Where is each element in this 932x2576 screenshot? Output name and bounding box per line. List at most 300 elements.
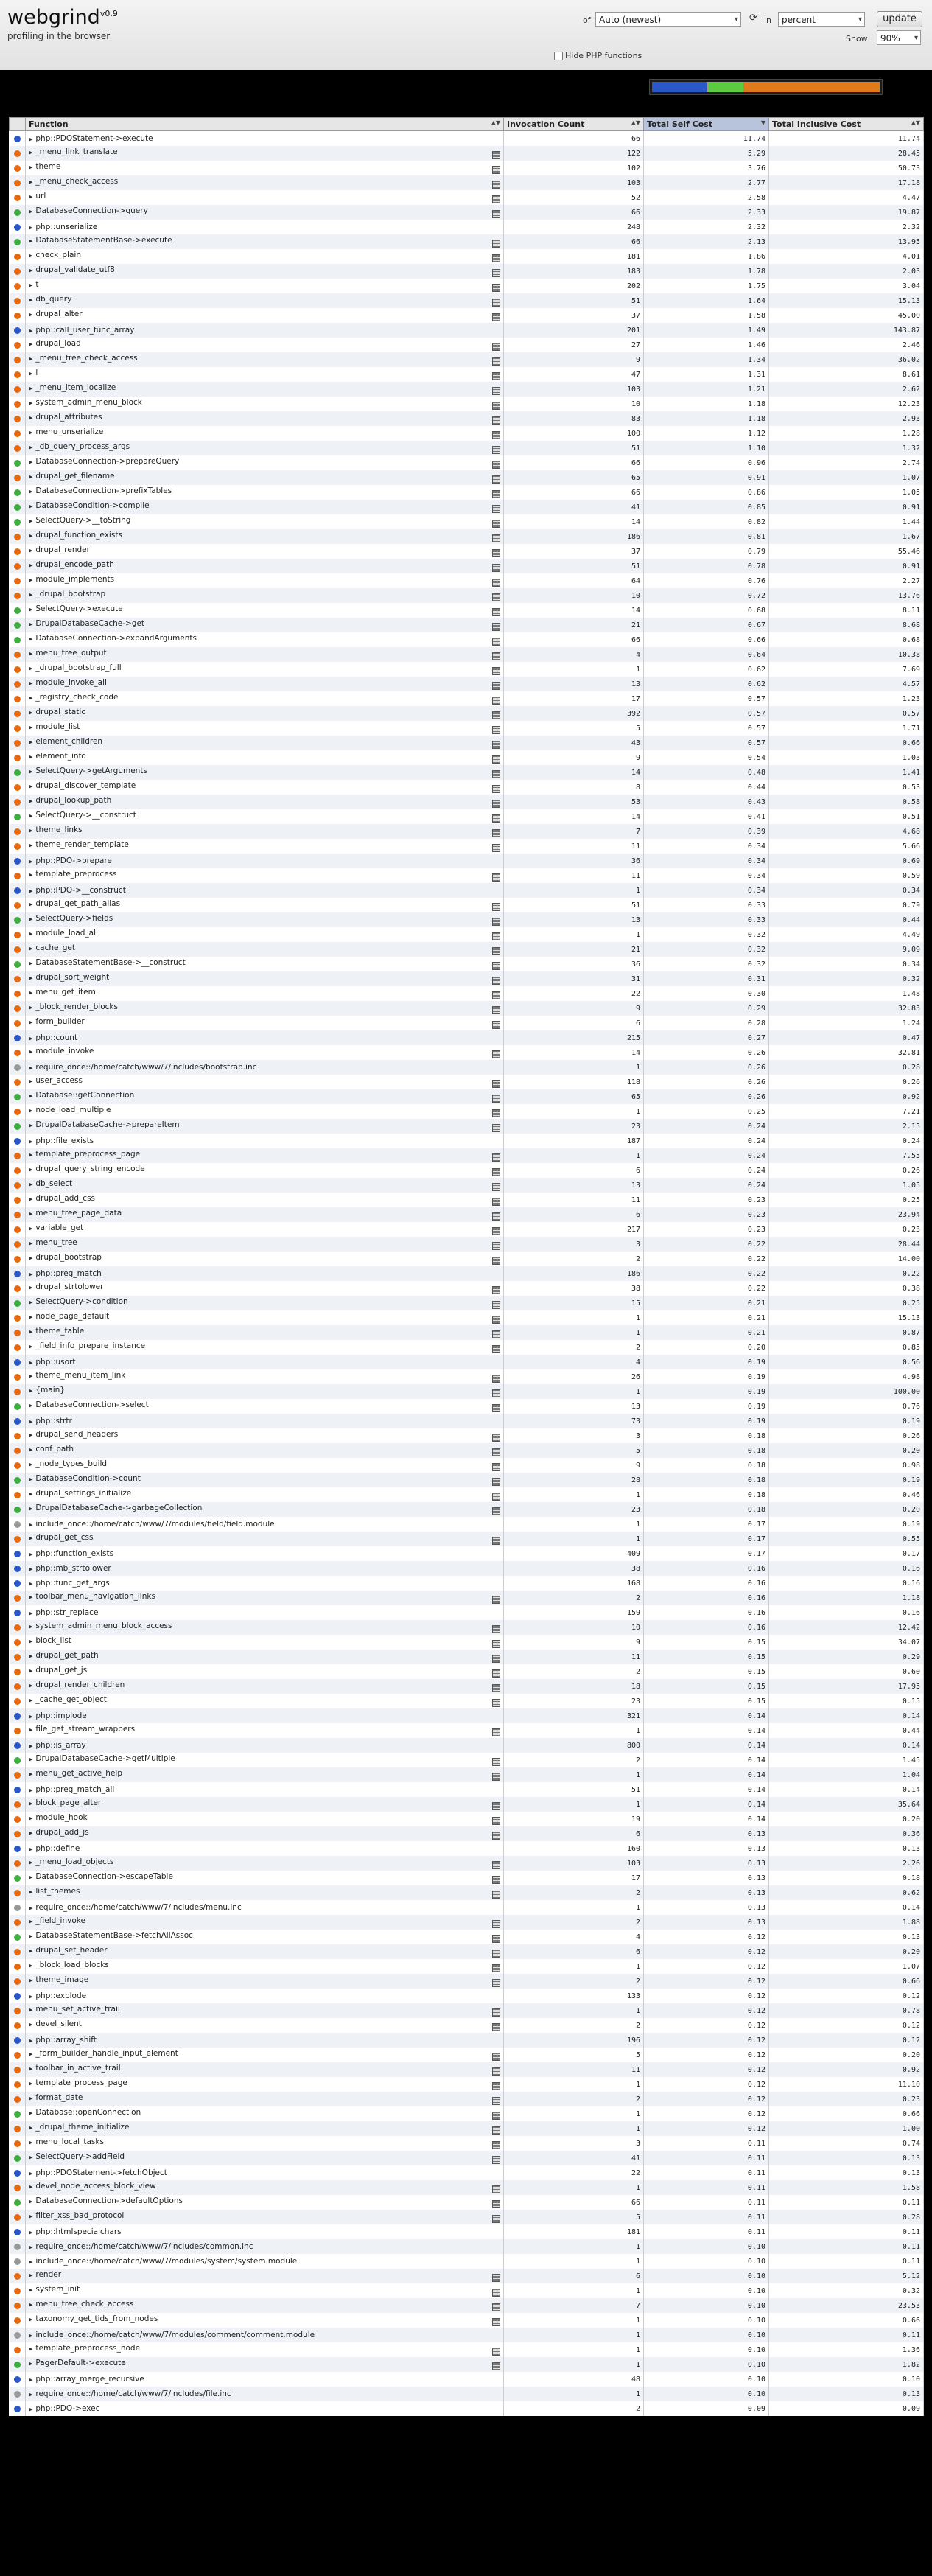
expand-icon[interactable]: ▶ [29, 164, 33, 170]
table-row[interactable] [10, 765, 924, 780]
table-row[interactable] [10, 1178, 924, 1193]
expand-icon[interactable]: ▶ [29, 1285, 33, 1291]
expand-icon[interactable]: ▶ [29, 400, 33, 406]
expand-icon[interactable]: ▶ [29, 1211, 33, 1217]
function-cell[interactable] [26, 2269, 504, 2283]
table-row[interactable] [10, 352, 924, 367]
function-cell[interactable] [26, 1296, 504, 1310]
function-cell[interactable] [26, 205, 504, 220]
function-cell[interactable] [26, 1620, 504, 1635]
function-cell[interactable] [26, 1605, 504, 1620]
expand-icon[interactable]: ▶ [29, 1181, 33, 1187]
expand-icon[interactable]: ▶ [29, 2346, 33, 2352]
expand-icon[interactable]: ▶ [29, 1388, 33, 1394]
table-row[interactable] [10, 1723, 924, 1738]
table-row[interactable] [10, 1163, 924, 1178]
file-icon[interactable] [492, 593, 500, 601]
table-row[interactable] [10, 559, 924, 573]
function-cell[interactable] [26, 1384, 504, 1399]
function-cell[interactable] [26, 1826, 504, 1841]
function-cell[interactable] [26, 397, 504, 411]
table-row[interactable] [10, 308, 924, 323]
table-row[interactable] [10, 1650, 924, 1664]
function-cell[interactable] [26, 898, 504, 912]
table-row[interactable] [10, 1119, 924, 1134]
function-cell[interactable] [26, 2283, 504, 2298]
table-row[interactable] [10, 1812, 924, 1826]
file-icon[interactable] [492, 1404, 500, 1412]
expand-icon[interactable]: ▶ [29, 253, 33, 259]
expand-icon[interactable]: ▶ [29, 1462, 33, 1467]
file-icon[interactable] [492, 166, 500, 174]
table-row[interactable] [10, 706, 924, 721]
table-row[interactable] [10, 426, 924, 441]
table-row[interactable] [10, 1635, 924, 1650]
file-icon[interactable] [492, 446, 500, 454]
function-cell[interactable] [26, 455, 504, 470]
function-cell[interactable] [26, 2048, 504, 2062]
function-cell[interactable] [26, 971, 504, 986]
function-cell[interactable] [26, 1148, 504, 1163]
table-row[interactable] [10, 677, 924, 691]
table-row[interactable] [10, 2298, 924, 2313]
function-cell[interactable] [26, 2151, 504, 2165]
expand-icon[interactable]: ▶ [29, 577, 33, 583]
expand-icon[interactable]: ▶ [29, 268, 33, 273]
expand-icon[interactable]: ▶ [29, 1963, 33, 1969]
table-row[interactable] [10, 1959, 924, 1974]
file-icon[interactable] [492, 726, 500, 734]
file-icon[interactable] [492, 534, 500, 542]
table-row[interactable] [10, 338, 924, 352]
function-cell[interactable] [26, 1959, 504, 1974]
expand-icon[interactable]: ▶ [29, 859, 33, 865]
file-icon[interactable] [492, 1891, 500, 1899]
file-icon[interactable] [492, 770, 500, 778]
function-cell[interactable] [26, 2018, 504, 2033]
function-cell[interactable] [26, 1325, 504, 1340]
expand-icon[interactable]: ▶ [29, 636, 33, 642]
file-icon[interactable] [492, 564, 500, 572]
table-row[interactable] [10, 1694, 924, 1708]
file-icon[interactable] [492, 2185, 500, 2193]
table-row[interactable] [10, 1237, 924, 1252]
table-row[interactable] [10, 1944, 924, 1959]
expand-icon[interactable]: ▶ [29, 150, 33, 156]
file-icon[interactable] [492, 402, 500, 410]
function-cell[interactable] [26, 573, 504, 588]
expand-icon[interactable]: ▶ [29, 341, 33, 347]
file-icon[interactable] [492, 2274, 500, 2282]
expand-icon[interactable]: ▶ [29, 1535, 33, 1541]
function-cell[interactable] [26, 544, 504, 559]
expand-icon[interactable]: ▶ [29, 1714, 33, 1720]
expand-icon[interactable]: ▶ [29, 1019, 33, 1025]
file-icon[interactable] [492, 2303, 500, 2311]
file-icon[interactable] [492, 520, 500, 528]
function-cell[interactable] [26, 1944, 504, 1959]
expand-icon[interactable]: ▶ [29, 1447, 33, 1453]
function-cell[interactable] [26, 854, 504, 868]
function-cell[interactable] [26, 1974, 504, 1989]
expand-icon[interactable]: ▶ [29, 1830, 33, 1836]
function-cell[interactable] [26, 1576, 504, 1591]
table-row[interactable] [10, 2180, 924, 2195]
table-row[interactable] [10, 662, 924, 677]
function-cell[interactable] [26, 338, 504, 352]
function-cell[interactable] [26, 1281, 504, 1296]
expand-icon[interactable]: ▶ [29, 136, 33, 142]
expand-icon[interactable]: ▶ [29, 1771, 33, 1777]
table-row[interactable] [10, 2401, 924, 2416]
table-row[interactable] [10, 2062, 924, 2077]
table-row[interactable] [10, 1134, 924, 1148]
function-cell[interactable] [26, 470, 504, 485]
file-icon[interactable] [492, 549, 500, 557]
file-icon[interactable] [492, 1109, 500, 1117]
file-icon[interactable] [492, 1669, 500, 1678]
file-icon[interactable] [492, 1021, 500, 1029]
function-cell[interactable] [26, 1694, 504, 1708]
expand-icon[interactable]: ▶ [29, 1683, 33, 1689]
file-icon[interactable] [492, 313, 500, 321]
file-icon[interactable] [492, 1478, 500, 1486]
function-cell[interactable] [26, 1134, 504, 1148]
expand-icon[interactable]: ▶ [29, 312, 33, 318]
file-icon[interactable] [492, 357, 500, 366]
table-row[interactable] [10, 1841, 924, 1856]
file-icon[interactable] [492, 638, 500, 646]
function-cell[interactable] [26, 1591, 504, 1605]
table-row[interactable] [10, 1458, 924, 1473]
table-row[interactable] [10, 1325, 924, 1340]
column-header-invocation[interactable]: Invocation Count ▲▼ [504, 118, 644, 131]
table-row[interactable] [10, 1384, 924, 1399]
table-row[interactable] [10, 485, 924, 500]
table-row[interactable] [10, 1708, 924, 1723]
table-row[interactable] [10, 500, 924, 514]
table-row[interactable] [10, 2048, 924, 2062]
table-row[interactable] [10, 1060, 924, 1075]
expand-icon[interactable]: ▶ [29, 2184, 33, 2190]
file-icon[interactable] [492, 254, 500, 262]
file-icon[interactable] [492, 210, 500, 218]
expand-icon[interactable]: ▶ [29, 931, 33, 937]
table-row[interactable] [10, 131, 924, 147]
expand-icon[interactable]: ▶ [29, 225, 33, 231]
table-row[interactable] [10, 588, 924, 603]
file-icon[interactable] [492, 1596, 500, 1604]
table-row[interactable] [10, 2283, 924, 2298]
file-icon[interactable] [492, 151, 500, 159]
expand-icon[interactable]: ▶ [29, 725, 33, 730]
expand-icon[interactable]: ▶ [29, 1743, 33, 1749]
file-icon[interactable] [492, 1227, 500, 1235]
function-cell[interactable] [26, 2195, 504, 2210]
file-icon[interactable] [492, 711, 500, 719]
table-row[interactable] [10, 2372, 924, 2387]
table-row[interactable] [10, 1104, 924, 1119]
file-icon[interactable] [492, 608, 500, 616]
function-cell[interactable] [26, 2254, 504, 2269]
expand-icon[interactable]: ▶ [29, 1403, 33, 1409]
function-cell[interactable] [26, 1163, 504, 1178]
expand-icon[interactable]: ▶ [29, 1905, 33, 1911]
function-cell[interactable] [26, 750, 504, 765]
function-cell[interactable] [26, 1487, 504, 1502]
table-row[interactable] [10, 1915, 924, 1930]
table-row[interactable] [10, 971, 924, 986]
expand-icon[interactable]: ▶ [29, 901, 33, 907]
file-icon[interactable] [492, 2289, 500, 2297]
expand-icon[interactable]: ▶ [29, 282, 33, 288]
function-cell[interactable] [26, 1001, 504, 1016]
expand-icon[interactable]: ▶ [29, 916, 33, 922]
file-icon[interactable] [492, 1050, 500, 1058]
function-cell[interactable] [26, 868, 504, 883]
file-icon[interactable] [492, 1758, 500, 1766]
table-row[interactable] [10, 1266, 924, 1281]
table-row[interactable] [10, 1591, 924, 1605]
function-cell[interactable] [26, 1060, 504, 1075]
expand-icon[interactable]: ▶ [29, 1948, 33, 1954]
file-icon[interactable] [492, 667, 500, 675]
function-cell[interactable] [26, 249, 504, 264]
function-cell[interactable] [26, 2357, 504, 2372]
table-row[interactable] [10, 1443, 924, 1458]
expand-icon[interactable]: ▶ [29, 533, 33, 539]
expand-icon[interactable]: ▶ [29, 2377, 33, 2383]
table-row[interactable] [10, 234, 924, 249]
table-row[interactable] [10, 190, 924, 205]
expand-icon[interactable]: ▶ [29, 474, 33, 480]
expand-icon[interactable]: ▶ [29, 518, 33, 524]
table-row[interactable] [10, 957, 924, 971]
file-icon[interactable] [492, 785, 500, 793]
function-cell[interactable] [26, 2401, 504, 2416]
function-cell[interactable] [26, 293, 504, 308]
expand-icon[interactable]: ▶ [29, 1329, 33, 1335]
function-cell[interactable] [26, 1207, 504, 1222]
file-icon[interactable] [492, 2200, 500, 2208]
table-row[interactable] [10, 1546, 924, 1561]
expand-icon[interactable]: ▶ [29, 489, 33, 495]
expand-icon[interactable]: ▶ [29, 415, 33, 421]
expand-icon[interactable]: ▶ [29, 1581, 33, 1587]
expand-icon[interactable]: ▶ [29, 1093, 33, 1099]
expand-icon[interactable]: ▶ [29, 1036, 33, 1041]
function-cell[interactable] [26, 2033, 504, 2048]
expand-icon[interactable]: ▶ [29, 1049, 33, 1055]
expand-icon[interactable]: ▶ [29, 548, 33, 554]
expand-icon[interactable]: ▶ [29, 2213, 33, 2219]
table-row[interactable] [10, 1089, 924, 1104]
table-row[interactable] [10, 161, 924, 175]
expand-icon[interactable]: ▶ [29, 1196, 33, 1202]
expand-icon[interactable]: ▶ [29, 754, 33, 760]
function-cell[interactable] [26, 1252, 504, 1266]
function-cell[interactable] [26, 1193, 504, 1207]
table-row[interactable] [10, 2313, 924, 2328]
file-icon[interactable] [492, 431, 500, 439]
function-cell[interactable] [26, 1664, 504, 1679]
table-row[interactable] [10, 809, 924, 824]
table-row[interactable] [10, 1576, 924, 1591]
expand-icon[interactable]: ▶ [29, 1167, 33, 1173]
expand-icon[interactable]: ▶ [29, 459, 33, 465]
expand-icon[interactable]: ▶ [29, 710, 33, 716]
column-header-inclusive-cost[interactable]: Total Inclusive Cost ▲▼ [769, 118, 924, 131]
expand-icon[interactable]: ▶ [29, 2333, 33, 2339]
function-cell[interactable] [26, 175, 504, 190]
table-row[interactable] [10, 220, 924, 234]
file-icon[interactable] [492, 579, 500, 587]
table-row[interactable] [10, 2121, 924, 2136]
function-cell[interactable] [26, 986, 504, 1001]
table-row[interactable] [10, 2106, 924, 2121]
function-cell[interactable] [26, 2062, 504, 2077]
file-icon[interactable] [492, 947, 500, 955]
function-cell[interactable] [26, 2239, 504, 2254]
table-row[interactable] [10, 2328, 924, 2342]
expand-icon[interactable]: ▶ [29, 1360, 33, 1366]
file-icon[interactable] [492, 903, 500, 911]
file-icon[interactable] [492, 1935, 500, 1943]
file-icon[interactable] [492, 1345, 500, 1353]
expand-icon[interactable]: ▶ [29, 1240, 33, 1246]
table-row[interactable] [10, 2342, 924, 2357]
expand-icon[interactable]: ▶ [29, 1638, 33, 1644]
table-row[interactable] [10, 367, 924, 382]
function-cell[interactable] [26, 1428, 504, 1443]
table-row[interactable] [10, 647, 924, 662]
expand-icon[interactable]: ▶ [29, 2302, 33, 2308]
table-row[interactable] [10, 1030, 924, 1045]
function-cell[interactable] [26, 1399, 504, 1414]
file-icon[interactable] [492, 1920, 500, 1928]
file-icon[interactable] [492, 1198, 500, 1206]
table-row[interactable] [10, 839, 924, 854]
function-cell[interactable] [26, 485, 504, 500]
file-icon[interactable] [492, 623, 500, 631]
hide-php-checkbox[interactable] [554, 52, 563, 60]
file-icon[interactable] [492, 1316, 500, 1324]
function-cell[interactable] [26, 1885, 504, 1900]
table-row[interactable] [10, 721, 924, 736]
expand-icon[interactable]: ▶ [29, 2154, 33, 2160]
function-cell[interactable] [26, 1458, 504, 1473]
table-row[interactable] [10, 1148, 924, 1163]
expand-icon[interactable]: ▶ [29, 1610, 33, 1616]
expand-icon[interactable]: ▶ [29, 1727, 33, 1733]
table-row[interactable] [10, 1561, 924, 1576]
expand-icon[interactable]: ▶ [29, 1566, 33, 1572]
table-row[interactable] [10, 1310, 924, 1325]
table-row[interactable] [10, 1016, 924, 1030]
file-icon[interactable] [492, 873, 500, 882]
function-cell[interactable] [26, 382, 504, 397]
table-row[interactable] [10, 2077, 924, 2092]
function-cell[interactable] [26, 1561, 504, 1576]
expand-icon[interactable]: ▶ [29, 1314, 33, 1320]
file-icon[interactable] [492, 682, 500, 690]
expand-icon[interactable]: ▶ [29, 1653, 33, 1659]
table-row[interactable] [10, 249, 924, 264]
expand-icon[interactable]: ▶ [29, 1271, 33, 1277]
function-cell[interactable] [26, 1856, 504, 1871]
expand-icon[interactable]: ▶ [29, 1476, 33, 1482]
function-cell[interactable] [26, 1753, 504, 1767]
function-cell[interactable] [26, 352, 504, 367]
expand-icon[interactable]: ▶ [29, 1522, 33, 1528]
table-row[interactable] [10, 1473, 924, 1487]
function-cell[interactable] [26, 308, 504, 323]
table-row[interactable] [10, 2357, 924, 2372]
expand-icon[interactable]: ▶ [29, 960, 33, 966]
file-icon[interactable] [492, 1979, 500, 1987]
file-icon[interactable] [492, 475, 500, 484]
function-cell[interactable] [26, 1045, 504, 1060]
expand-icon[interactable]: ▶ [29, 872, 33, 878]
expand-icon[interactable]: ▶ [29, 2110, 33, 2116]
table-row[interactable] [10, 1797, 924, 1812]
update-button[interactable]: update [877, 11, 922, 27]
file-icon[interactable] [492, 1463, 500, 1471]
file-icon[interactable] [492, 1389, 500, 1397]
file-icon[interactable] [492, 2318, 500, 2326]
file-icon[interactable] [492, 1375, 500, 1383]
table-row[interactable] [10, 632, 924, 647]
file-icon[interactable] [492, 2097, 500, 2105]
file-icon[interactable] [492, 181, 500, 189]
table-row[interactable] [10, 411, 924, 426]
function-cell[interactable] [26, 2342, 504, 2357]
function-cell[interactable] [26, 1266, 504, 1281]
table-row[interactable] [10, 264, 924, 279]
expand-icon[interactable]: ▶ [29, 1624, 33, 1630]
file-icon[interactable] [492, 918, 500, 926]
file-icon[interactable] [492, 1153, 500, 1162]
function-cell[interactable] [26, 559, 504, 573]
file-icon[interactable] [492, 2362, 500, 2370]
function-cell[interactable] [26, 1915, 504, 1930]
file-icon[interactable] [492, 1832, 500, 1840]
table-row[interactable] [10, 2210, 924, 2224]
expand-icon[interactable]: ▶ [29, 1668, 33, 1674]
expand-icon[interactable]: ▶ [29, 813, 33, 819]
expand-icon[interactable]: ▶ [29, 1506, 33, 1512]
table-row[interactable] [10, 898, 924, 912]
file-icon[interactable] [492, 1802, 500, 1810]
expand-icon[interactable]: ▶ [29, 769, 33, 775]
function-cell[interactable] [26, 1104, 504, 1119]
function-cell[interactable] [26, 1414, 504, 1428]
file-icon[interactable] [492, 829, 500, 837]
function-cell[interactable] [26, 441, 504, 455]
expand-icon[interactable]: ▶ [29, 1978, 33, 1983]
function-cell[interactable] [26, 1502, 504, 1517]
file-icon[interactable] [492, 1625, 500, 1633]
expand-icon[interactable]: ▶ [29, 2051, 33, 2057]
table-row[interactable] [10, 1517, 924, 1532]
function-cell[interactable] [26, 1532, 504, 1546]
file-icon[interactable] [492, 932, 500, 940]
table-row[interactable] [10, 883, 924, 898]
table-row[interactable] [10, 1193, 924, 1207]
file-icon[interactable] [492, 299, 500, 307]
function-cell[interactable] [26, 1310, 504, 1325]
table-row[interactable] [10, 1989, 924, 2003]
